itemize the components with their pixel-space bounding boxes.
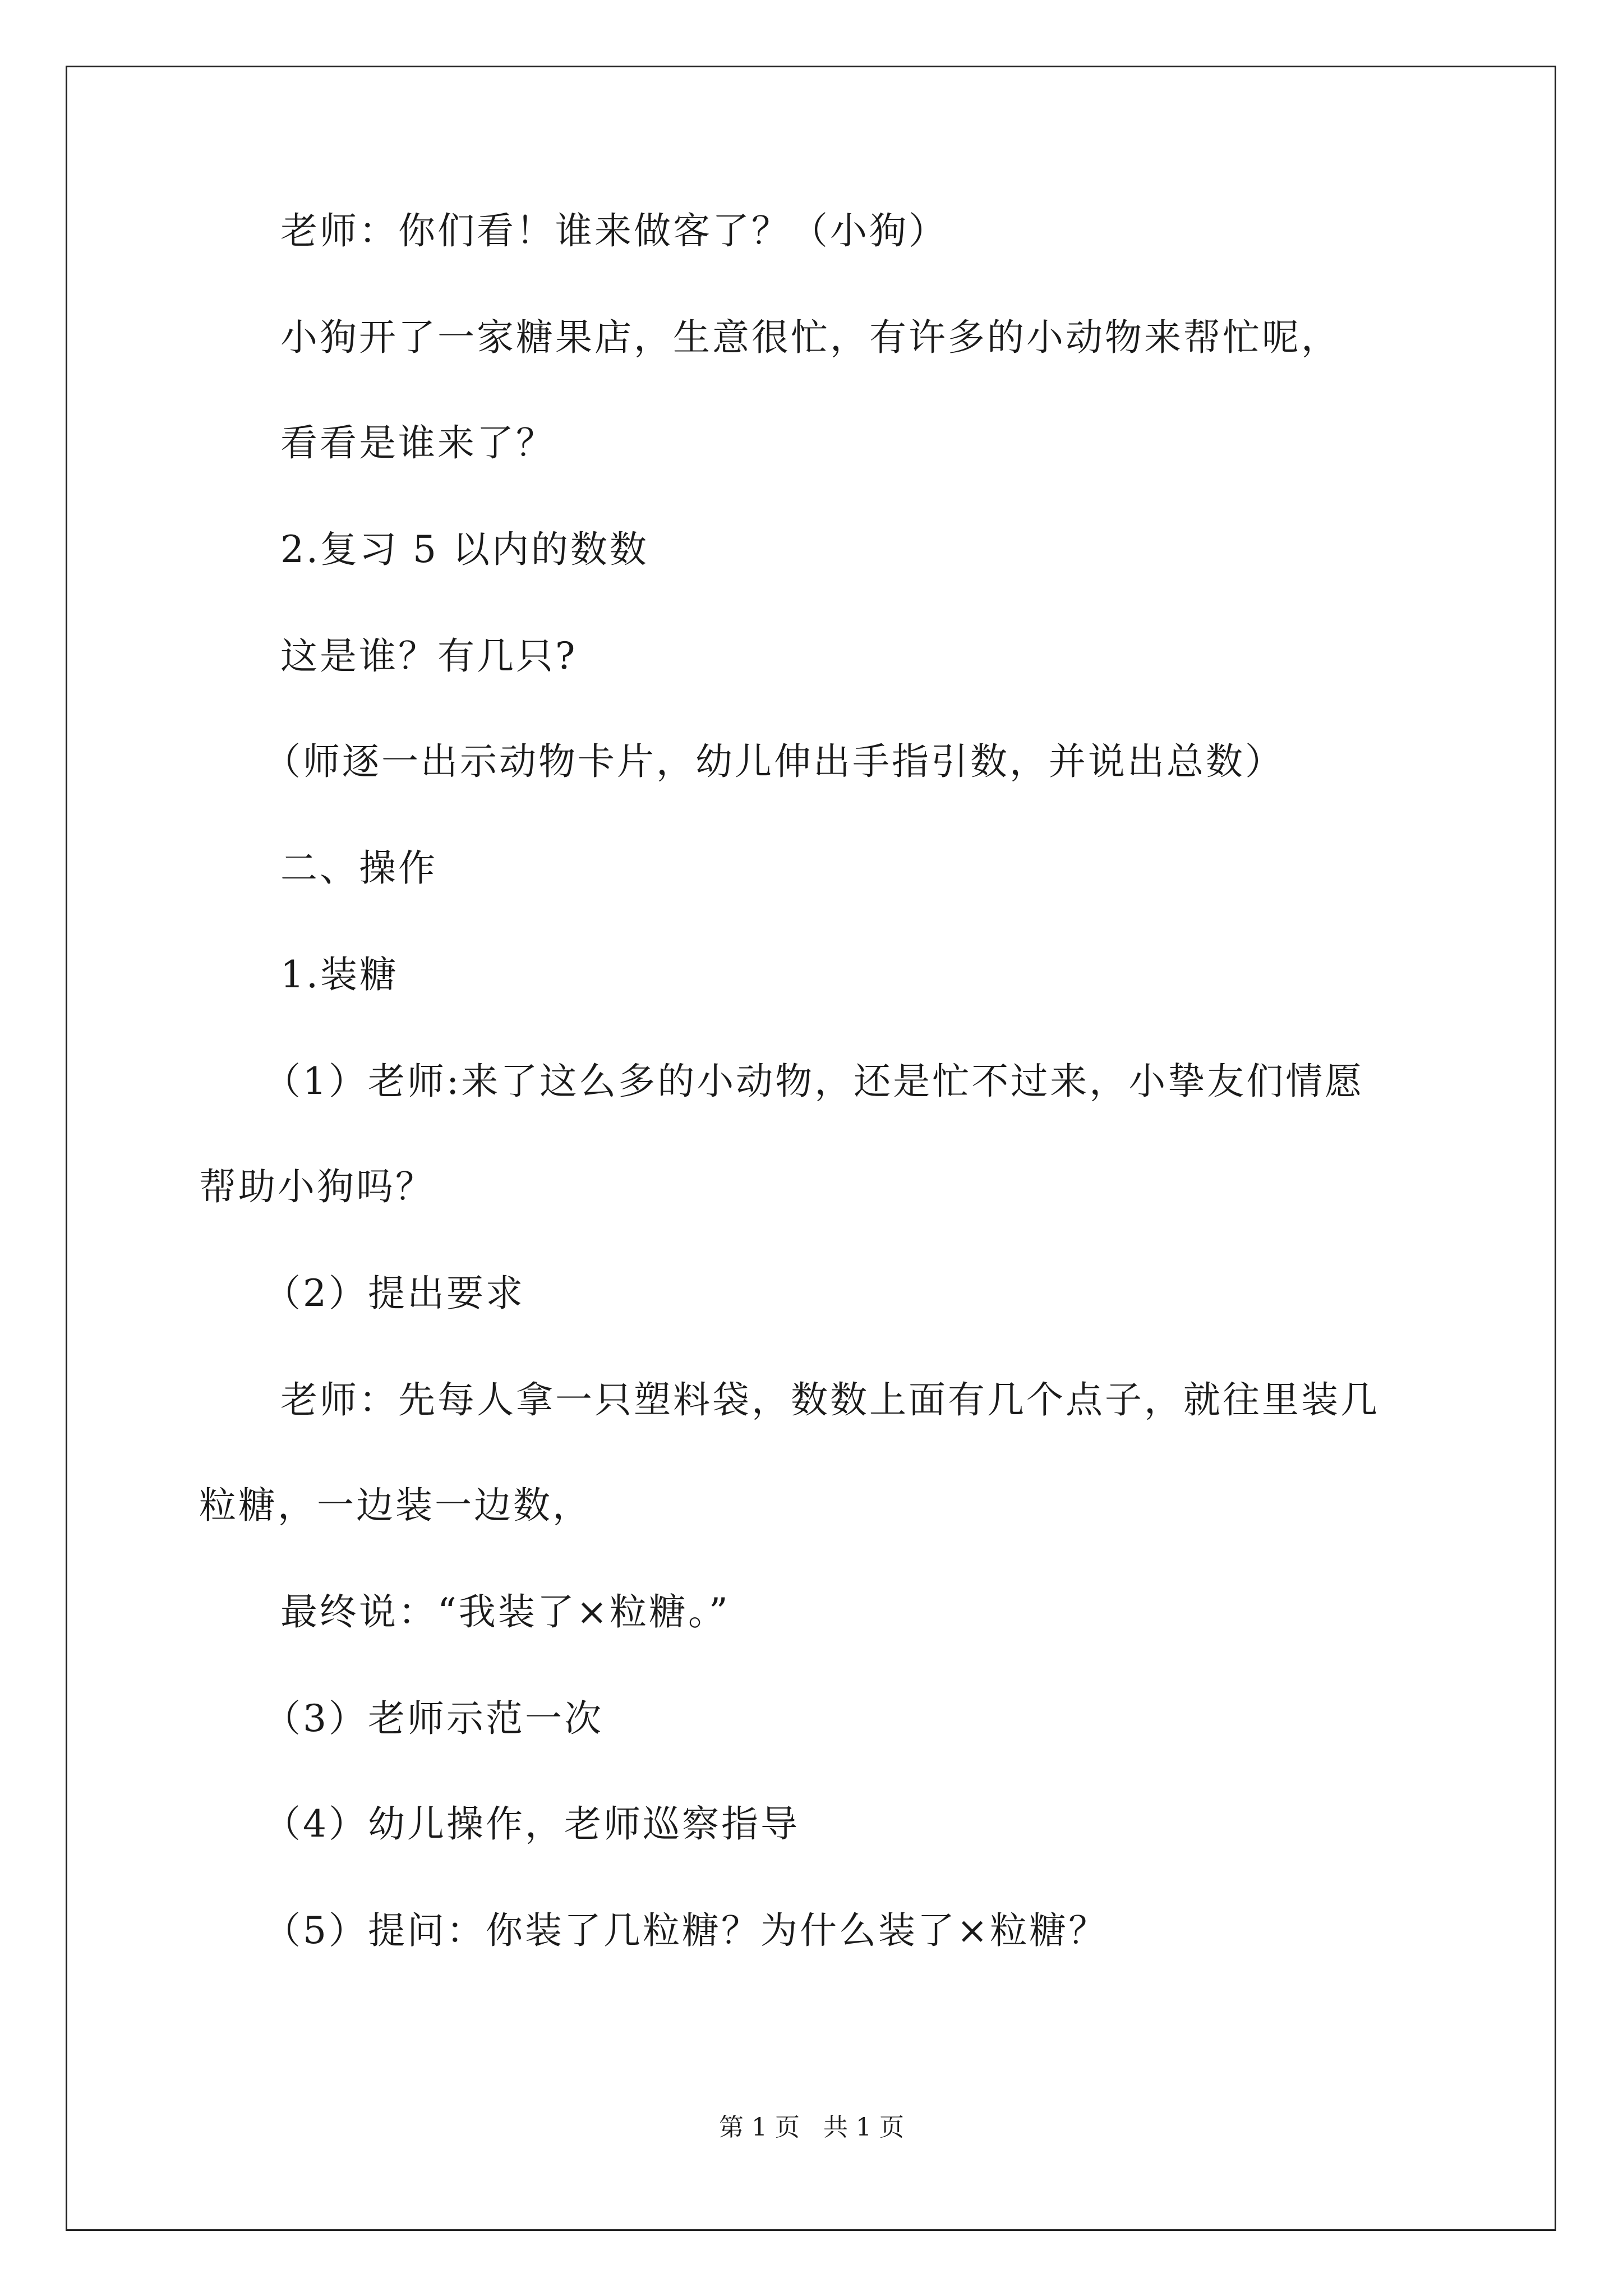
paragraph-15: （3）老师示范一次 — [264, 1697, 603, 1740]
paragraph-5: 这是谁？有几只? — [280, 634, 578, 678]
paragraph-11: （2）提出要求 — [264, 1272, 525, 1315]
paragraph-8: 1.装糖 — [280, 953, 399, 996]
page-footer: 第 1 页 共 1 页 — [719, 2113, 904, 2142]
paragraph-13: 粒糖，一边装一边数， — [199, 1484, 592, 1527]
paragraph-3: 看看是谁来了？ — [280, 421, 555, 464]
paragraph-9: （1）老师:来了这么多的小动物，还是忙不过来，小挚友们情愿 — [264, 1060, 1364, 1103]
paragraph-17: （5）提问：你装了几粒糖？为什么装了×粒糖？ — [264, 1909, 1108, 1952]
paragraph-7: 二、操作 — [280, 846, 437, 890]
page-border — [66, 66, 1556, 2231]
paragraph-4: 2.复习 5 以内的数数 — [280, 528, 649, 571]
paragraph-12: 老师：先每人拿一只塑料袋，数数上面有几个点子，就往里装几 — [280, 1378, 1380, 1421]
paragraph-2: 小狗开了一家糖果店，生意很忙，有许多的小动物来帮忙呢， — [280, 316, 1340, 359]
paragraph-1: 老师：你们看！谁来做客了？（小狗） — [280, 209, 948, 252]
paragraph-16: （4）幼儿操作，老师巡察指导 — [264, 1802, 800, 1846]
paragraph-14: 最终说：“我装了×粒糖。” — [280, 1590, 730, 1634]
paragraph-10: 帮助小狗吗？ — [199, 1165, 435, 1208]
paragraph-6: （师逐一出示动物卡片，幼儿伸出手指引数，并说出总数） — [264, 740, 1284, 783]
